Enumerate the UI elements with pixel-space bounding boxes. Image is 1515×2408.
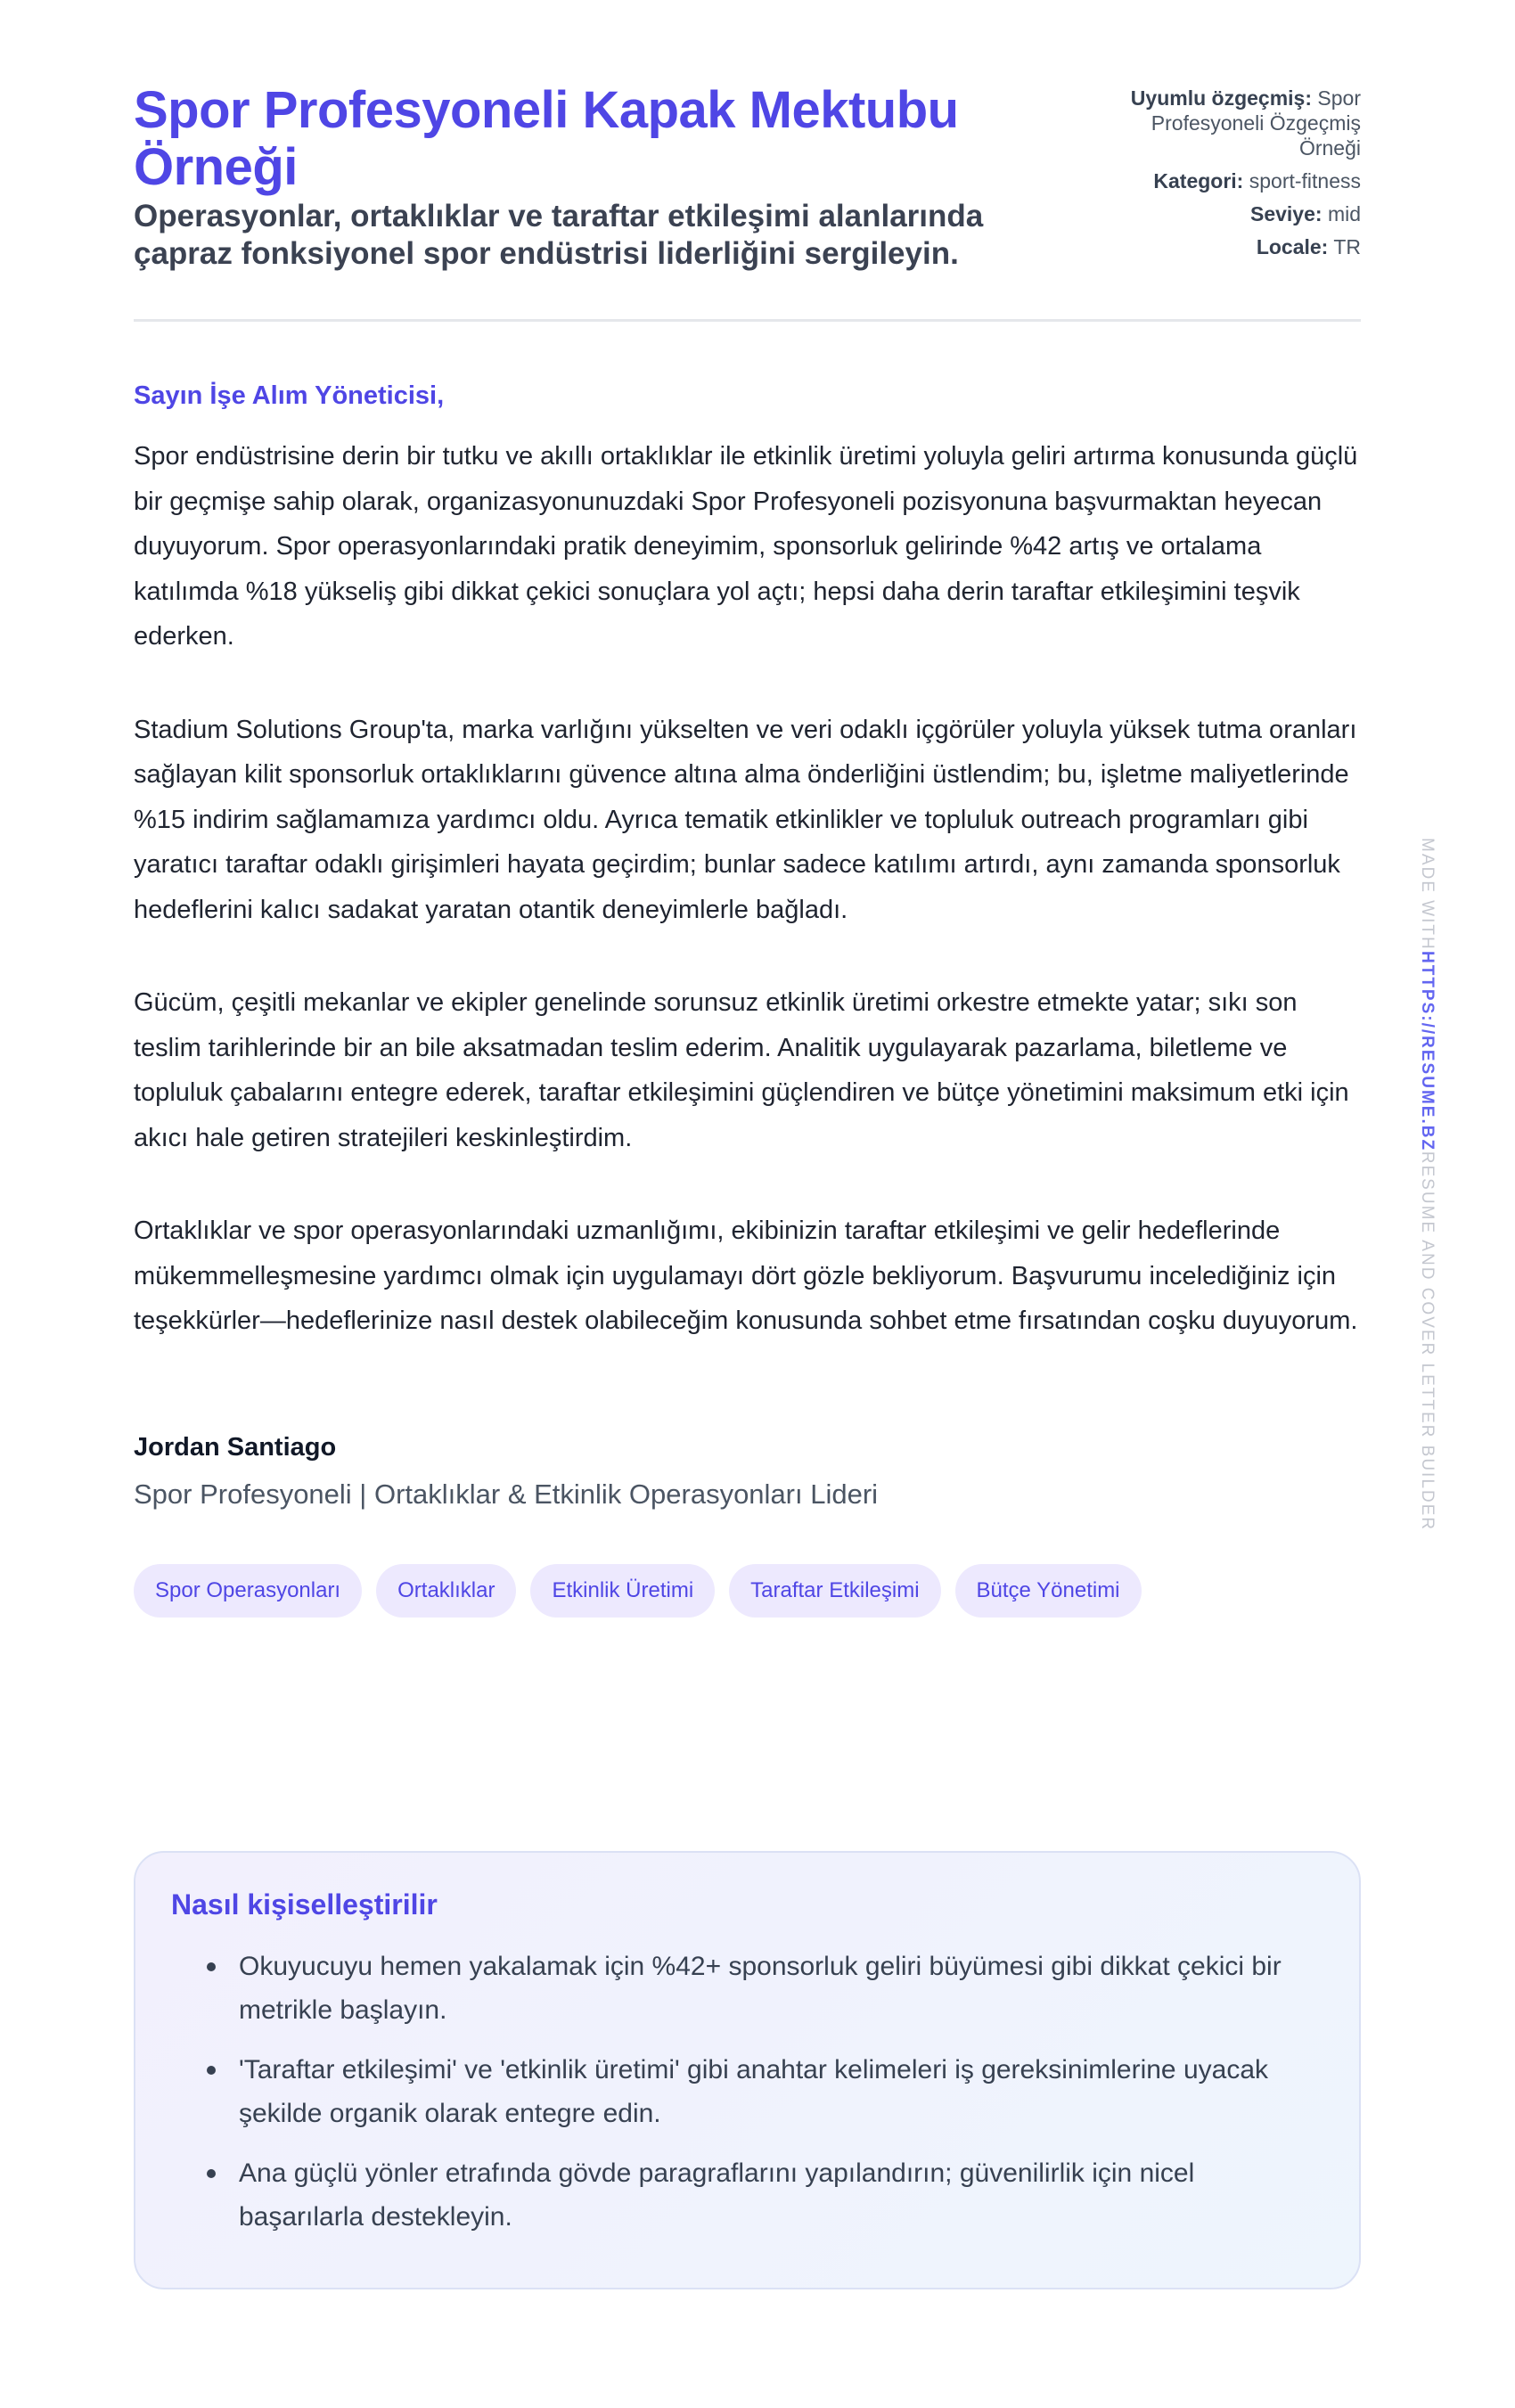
tag: Taraftar Etkileşimi [729,1564,940,1618]
page-subtitle: Operasyonlar, ortaklıklar ve taraftar etkileşimi alanlarında çapraz fonksiyonel spor endüstrisi liderliğini sergileyin. [134,199,984,271]
tag: Spor Operasyonları [134,1564,362,1618]
tip-item: Okuyucuyu hemen yakalamak için %42+ sponsorluk geliri büyümesi gibi dikkat çekici bir metrikle başlayın. [171,1945,1323,2032]
letter-body [134,381,1361,1618]
meta-level: Seviye: mid [1249,202,1361,225]
tips-box [134,1851,1361,2289]
signer-name: Jordan Santiago [134,1432,337,1462]
tip-item: Ana güçlü yönler etrafında gövde paragraflarını yapılandırın; güvenilirlik için nicel başarılarla destekleyin. [171,2151,1323,2239]
watermark: MADE WITHHTTPS://RESUME.BZRESUME AND COVER LETTER BUILDER [1418,838,1437,1532]
paragraph: Ortaklıklar ve spor operasyonlarındaki uzmanlığımı, ekibinizin taraftar etkileşimi ve gelir hedeflerinde mükemmelleşmesine yardımcı olmak için uygulamayı dört gözle bekliyorum. Başvurumu incelediğiniz için teşekkürler—hedeflerinize nasıl destek olabileceğim konusunda sohbet etme fırsatından coşku duyuyorum. [134,1216,1358,1335]
meta-locale: Locale: TR [1256,235,1361,258]
tag: Bütçe Yönetimi [955,1564,1142,1618]
paragraph: Spor endüstrisine derin bir tutku ve akıllı ortaklıklar ile etkinlik üretimi yoluyla geliri artırma konusunda güçlü bir geçmişe sahip olarak, organizasyonunuzdaki Spor Profesyoneli pozisyonuna başvurmaktan heyecan duyuyorum. Spor operasyonlarındaki pratik deneyimim, sponsorluk gelirinde %42 artış ve ortalama katılımda %18 yükseliş gibi dikkat çekici sonuçlara yol açtı; hepsi daha derin taraftar etkileşimini teşvik ederken. [134,442,1358,651]
signer-role: Spor Profesyoneli | Ortaklıklar & Etkinlik Operasyonları Lideri [134,1478,879,1510]
paragraph: Stadium Solutions Group'ta, marka varlığını yükselten ve veri odaklı içgörüler yoluyla yüksek tutma oranları sağlayan kilit sponsorluk ortaklıklarını güvence altına alma önderliğini üstlendim; bu, işletme maliyetlerinde %15 indirim sağlamamıza yardımcı oldu. Ayrıca tematik etkinlikler ve topluluk outreach programları gibi yaratıcı taraftar odaklı girişimleri hayata geçirdim; bunlar sadece katılımı artırdı, aynı zamanda sponsorluk hedeflerini kalıcı sadakat yaratan otantik deneyimlerle bağladı. [134,715,1357,924]
divider [134,319,1361,322]
tips-title: Nasıl kişiselleştirilir [171,1888,438,1921]
watermark-link[interactable]: HTTPS://RESUME.BZ [1418,950,1437,1151]
meta-category: Kategori: sport-fitness [1153,169,1361,192]
greeting: Sayın İşe Alım Yöneticisi, [134,381,445,410]
signature [134,1433,1361,1511]
meta-resume: Uyumlu özgeçmiş: Spor Profesyoneli Özgeçmiş Örneği [1130,86,1361,160]
page-header [134,82,1361,273]
meta-info [1085,86,1361,273]
paragraph: Gücüm, çeşitli mekanlar ve ekipler genelinde sorunsuz etkinlik üretimi orkestre etmekte yatar; sıkı son teslim tarihlerinde bir an bile aksatmadan teslim ederim. Analitik uygulayarak pazarlama, biletleme ve topluluk çabalarını entegre ederek, taraftar etkileşimini güçlendiren ve bütçe yönetimini maksimum etki için akıcı hale getiren stratejileri keskinleştirdim. [134,988,1349,1152]
tag-list [134,1564,1361,1618]
tag: Ortaklıklar [376,1564,516,1618]
page-title: Spor Profesyoneli Kapak Mektubu Örneği [134,81,959,196]
tag: Etkinlik Üretimi [530,1564,715,1618]
tip-item: 'Taraftar etkileşimi' ve 'etkinlik üretimi' gibi anahtar kelimeleri iş gereksinimlerine uyacak şekilde organik olarak entegre edin. [171,2048,1323,2135]
